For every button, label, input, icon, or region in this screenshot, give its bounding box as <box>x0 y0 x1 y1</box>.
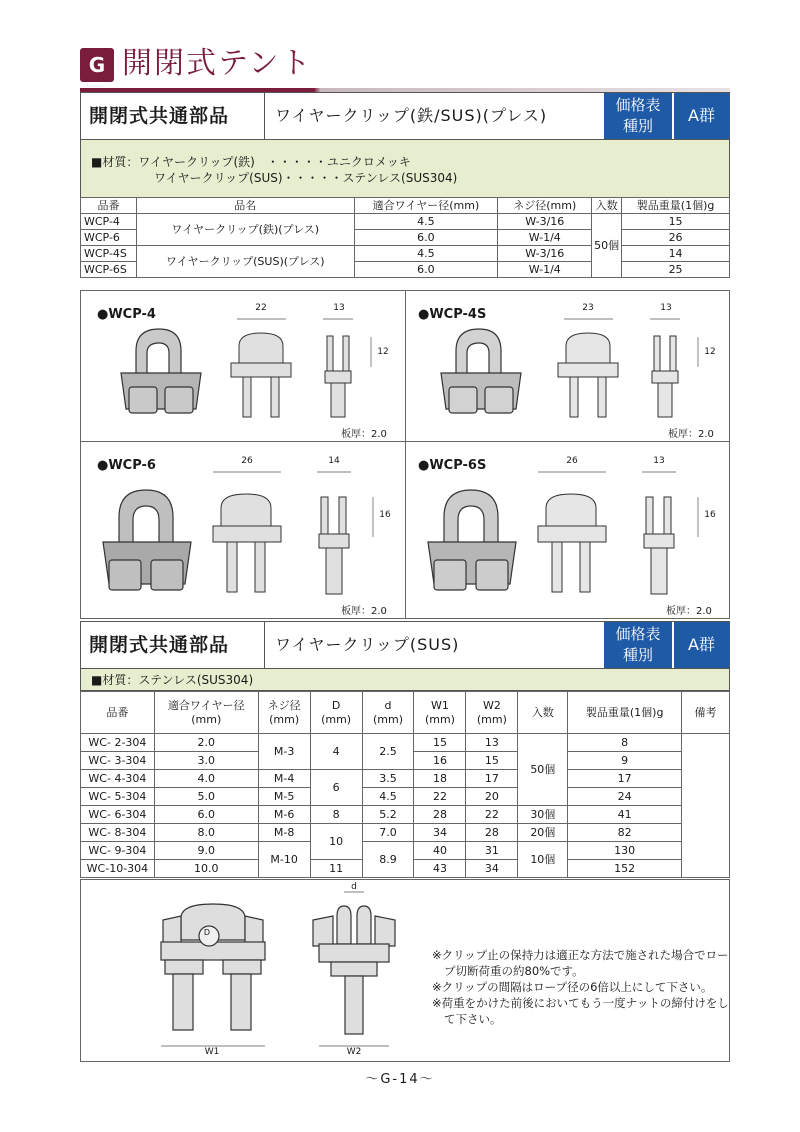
cell-W1: 28 <box>414 806 466 824</box>
section1-price-label <box>604 93 674 139</box>
category-badge: G <box>80 48 114 82</box>
cell-wire: 10.0 <box>154 860 258 878</box>
cell-W2: 17 <box>466 770 518 788</box>
cell-d: 3.5 <box>362 770 414 788</box>
cell-code: WC-10-304 <box>81 860 155 878</box>
dim-height: 16 <box>704 510 716 520</box>
col-qty: 入数 <box>592 198 622 214</box>
dim-width: 22 <box>255 303 267 313</box>
cell-screw: W-3/16 <box>498 214 592 230</box>
page-header <box>80 42 730 92</box>
col-W2 <box>466 692 518 734</box>
cell-weight: 24 <box>568 788 682 806</box>
table-row <box>81 806 730 824</box>
cell-code: WCP-6 <box>81 230 137 246</box>
dim-height: 12 <box>704 347 716 357</box>
cell-name: ワイヤークリップ(鉄)(プレス) <box>136 214 354 246</box>
col-wire: 適合ワイヤー径(mm) <box>354 198 498 214</box>
cell-code: WC- 5-304 <box>81 788 155 806</box>
table-row <box>81 788 730 806</box>
price-label-line1: 価格表 <box>615 96 661 114</box>
cell-W1: 34 <box>414 824 466 842</box>
col-weight: 製品重量(1個)g <box>568 692 682 734</box>
cell-weight: 41 <box>568 806 682 824</box>
cell-screw: W-1/4 <box>498 262 592 278</box>
cell-code: WCP-6S <box>81 262 137 278</box>
table-row <box>81 214 730 230</box>
cell-W2: 15 <box>466 752 518 770</box>
cell-screw: M-5 <box>258 788 310 806</box>
col-code: 品番 <box>81 692 155 734</box>
cell-screw: M-8 <box>258 824 310 842</box>
cell-D: 6 <box>310 770 362 806</box>
cell-wire: 4.0 <box>154 770 258 788</box>
col-unit: (mm) <box>424 712 455 726</box>
section2-product: ワイヤークリップ(SUS) <box>275 635 460 654</box>
section2-table <box>80 691 730 878</box>
table-header-row <box>81 198 730 214</box>
cell-code: WC- 9-304 <box>81 842 155 860</box>
material-line-1: ■材質：ワイヤークリップ(鉄) ・・・・・ユニクロメッキ <box>91 155 411 169</box>
cell-W2: 13 <box>466 734 518 752</box>
cell-D: 4 <box>310 734 362 770</box>
section1-header <box>80 92 730 140</box>
diagram-label: ●WCP-4 <box>97 307 156 322</box>
cell-W2: 34 <box>466 860 518 878</box>
cell-d: 2.5 <box>362 734 414 770</box>
col-screw-label: ネジ径 <box>267 698 301 712</box>
col-wire-label: 適合ワイヤー径 <box>167 698 245 712</box>
cell-W1: 15 <box>414 734 466 752</box>
cell-W1: 22 <box>414 788 466 806</box>
cell-W1: 16 <box>414 752 466 770</box>
diagram-wcp-4 <box>80 290 406 442</box>
col-unit: (mm) <box>321 712 352 726</box>
cell-W1: 18 <box>414 770 466 788</box>
cell-weight: 152 <box>568 860 682 878</box>
cell-wire: 9.0 <box>154 842 258 860</box>
section1-product: ワイヤークリップ(鉄/SUS)(プレス) <box>275 106 548 125</box>
notes <box>432 947 732 1027</box>
cell-code: WCP-4 <box>81 214 137 230</box>
cell-code: WC- 8-304 <box>81 824 155 842</box>
section2-group: A群 <box>674 622 729 668</box>
cell-code: WC- 3-304 <box>81 752 155 770</box>
cell-weight: 17 <box>568 770 682 788</box>
col-weight: 製品重量(1個)g <box>622 198 730 214</box>
dim-width: 26 <box>566 456 578 466</box>
section2-material <box>80 669 730 691</box>
table-row <box>81 770 730 788</box>
col-unit: (mm) <box>191 712 222 726</box>
col-W2-label: W2 <box>482 698 501 712</box>
cell-W1: 43 <box>414 860 466 878</box>
cell-screw: M-10 <box>258 842 310 878</box>
cell-code: WC- 2-304 <box>81 734 155 752</box>
cell-code: WCP-4S <box>81 246 137 262</box>
cell-code: WC- 6-304 <box>81 806 155 824</box>
table-row <box>81 824 730 842</box>
cell-screw: M-4 <box>258 770 310 788</box>
diagram-wcp-6 <box>80 441 406 619</box>
cell-W1: 40 <box>414 842 466 860</box>
dim-height: 16 <box>379 510 391 520</box>
cell-wire: 4.5 <box>354 246 498 262</box>
cell-weight: 14 <box>622 246 730 262</box>
dim-W1: W1 <box>204 1047 220 1057</box>
dim-thickness: 14 <box>328 456 340 466</box>
col-qty: 入数 <box>518 692 568 734</box>
cell-wire: 3.0 <box>154 752 258 770</box>
table-row <box>81 734 730 752</box>
dim-thickness: 13 <box>333 303 345 313</box>
section1-material <box>80 140 730 198</box>
plate-thickness: 板厚：2.0 <box>666 606 712 617</box>
cell-weight: 15 <box>622 214 730 230</box>
diagram-label: ●WCP-6S <box>418 458 487 473</box>
cell-wire: 6.0 <box>354 230 498 246</box>
col-note: 備考 <box>682 692 730 734</box>
cell-name: ワイヤークリップ(SUS)(プレス) <box>136 246 354 278</box>
cell-d: 5.2 <box>362 806 414 824</box>
table-row <box>81 842 730 860</box>
cell-qty: 50個 <box>518 734 568 806</box>
cell-wire: 2.0 <box>154 734 258 752</box>
dim-W2: W2 <box>346 1047 362 1057</box>
cell-W2: 20 <box>466 788 518 806</box>
section1-table <box>80 197 730 278</box>
cell-weight: 82 <box>568 824 682 842</box>
section2-name: 開閉式共通部品 <box>81 622 265 668</box>
col-W1 <box>414 692 466 734</box>
cell-weight: 9 <box>568 752 682 770</box>
table-row <box>81 246 730 262</box>
note-item: ※荷重をかけた前後においてもう一度ナットの締付けをして下さい。 <box>432 996 729 1026</box>
cell-qty: 50個 <box>592 214 622 278</box>
cell-weight: 25 <box>622 262 730 278</box>
cell-weight: 8 <box>568 734 682 752</box>
page-number: ～G-14～ <box>365 1072 435 1087</box>
cell-D: 8 <box>310 806 362 824</box>
cell-W2: 31 <box>466 842 518 860</box>
col-D-label: D <box>331 698 341 712</box>
note-item: ※クリップ止の保持力は適正な方法で施された場合でロープ切断荷重の約80%です。 <box>432 948 729 978</box>
diagram-label: ●WCP-6 <box>97 458 156 473</box>
col-d-label: d <box>384 698 392 712</box>
price-label-line2: 種別 <box>622 646 653 664</box>
diagram-wcp-6s <box>405 441 730 619</box>
cell-weight: 26 <box>622 230 730 246</box>
cell-qty: 20個 <box>518 824 568 842</box>
cell-note <box>682 734 730 878</box>
cell-wire: 4.5 <box>354 214 498 230</box>
col-screw <box>258 692 310 734</box>
cell-screw: W-3/16 <box>498 246 592 262</box>
cell-W2: 22 <box>466 806 518 824</box>
dim-height: 12 <box>377 347 389 357</box>
col-unit: (mm) <box>373 712 404 726</box>
col-D <box>310 692 362 734</box>
col-unit: (mm) <box>476 712 507 726</box>
price-label-line1: 価格表 <box>615 625 661 643</box>
cell-screw: M-3 <box>258 734 310 770</box>
cell-wire: 6.0 <box>354 262 498 278</box>
cell-W2: 28 <box>466 824 518 842</box>
plate-thickness: 板厚：2.0 <box>668 429 714 440</box>
cell-code: WC- 4-304 <box>81 770 155 788</box>
col-wire <box>154 692 258 734</box>
section1-group: A群 <box>674 93 729 139</box>
col-unit: (mm) <box>269 712 300 726</box>
section1-name: 開閉式共通部品 <box>81 93 265 139</box>
plate-thickness: 板厚：2.0 <box>341 606 387 617</box>
material-line-2: ワイヤークリップ(SUS)・・・・・ステンレス(SUS304) <box>154 171 458 185</box>
cell-screw: M-6 <box>258 806 310 824</box>
cell-D: 10 <box>310 824 362 860</box>
col-d <box>362 692 414 734</box>
material-line: ■材質：ステンレス(SUS304) <box>91 673 254 687</box>
price-label-line2: 種別 <box>622 117 653 135</box>
dim-thickness: 13 <box>653 456 665 466</box>
cell-screw: W-1/4 <box>498 230 592 246</box>
col-W1-label: W1 <box>431 698 449 712</box>
dim-d: d <box>351 882 357 892</box>
section2-price-label <box>604 622 674 668</box>
cell-wire: 6.0 <box>154 806 258 824</box>
cell-wire: 5.0 <box>154 788 258 806</box>
col-screw: ネジ径(mm) <box>498 198 592 214</box>
dim-thickness: 13 <box>660 303 672 313</box>
col-code: 品番 <box>81 198 137 214</box>
plate-thickness: 板厚：2.0 <box>341 429 387 440</box>
cell-weight: 130 <box>568 842 682 860</box>
col-name: 品名 <box>136 198 354 214</box>
diagram-label: ●WCP-4S <box>418 307 487 322</box>
section2-header <box>80 621 730 669</box>
page-title: 開閉式テント <box>122 46 313 81</box>
table-header-row <box>81 692 730 734</box>
dim-width: 26 <box>241 456 253 466</box>
cell-qty: 10個 <box>518 842 568 878</box>
cell-d: 8.9 <box>362 842 414 878</box>
dim-D: D <box>203 928 211 937</box>
cell-d: 7.0 <box>362 824 414 842</box>
cell-D: 11 <box>310 860 362 878</box>
cell-qty: 30個 <box>518 806 568 824</box>
note-item: ※クリップの間隔はロープ径の6倍以上にして下さい。 <box>432 980 713 994</box>
cell-wire: 8.0 <box>154 824 258 842</box>
dim-width: 23 <box>582 303 594 313</box>
diagram-wcp-4s <box>405 290 730 442</box>
cell-d: 4.5 <box>362 788 414 806</box>
